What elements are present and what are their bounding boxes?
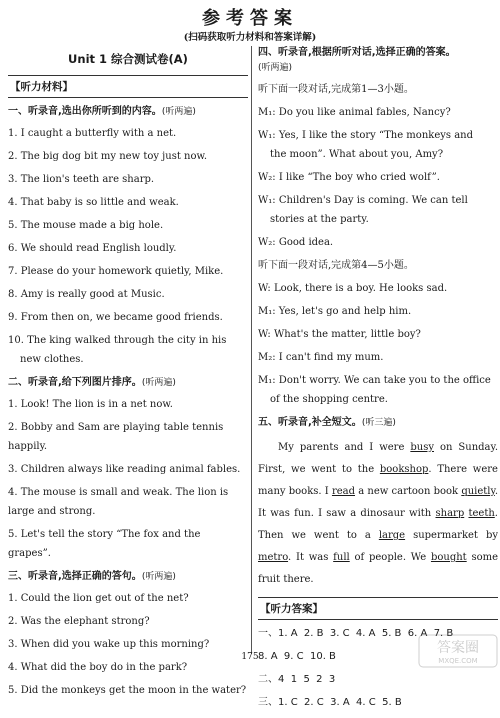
dialogue-intro: 听下面一段对话,完成第1—3小题。 [258,84,414,95]
list-item: 1. I caught a butterfly with a net. [8,128,177,139]
left-column [8,45,248,706]
list-item: 2. Bobby and Sam are playing table tennis [8,422,224,433]
filled-blank: busy [410,442,434,453]
section-3-heading: 三、听录音,选择正确的答句。(听两遍) [8,571,176,582]
dialogue-line: W: What's the matter, little boy? [258,329,421,340]
dialogue-line-continuation: stories at the party. [270,214,369,225]
list-item: 7. Please do your homework quietly, Mike. [8,266,224,277]
list-item: 4. That baby is so little and weak. [8,197,179,208]
page-title: 参考答案 [202,8,298,29]
watermark-url: MXQE.COM [438,657,478,665]
filled-blank: teeth [468,508,495,519]
answer-line: 8. A 9. C 10. B [258,651,336,662]
dialogue-line-continuation: the moon”. What about you, Amy? [270,149,444,160]
listening-answers-banner: 【听力答案】 [258,597,498,620]
list-item: 4. What did the boy do in the park? [8,662,188,673]
list-item-continuation: happily. [8,441,48,452]
list-item: 1. Look! The lion is in a net now. [8,399,173,410]
list-item: 4. The mouse is small and weak. The lion is [8,487,229,498]
list-item: 10. The king walked through the city in his [8,335,227,346]
dialogue-line: W₁: Children's Day is coming. We can tell [258,195,468,206]
listening-material-banner: 【听力材料】 [8,75,248,98]
filled-blank: read [331,486,356,497]
unit-title: Unit 1 综合测试卷(A) [68,52,188,66]
list-item-continuation: new clothes. [20,354,84,365]
list-item: 3. The lion's teeth are sharp. [8,174,155,185]
dialogue-line: M₂: I can't find my mum. [258,352,384,363]
list-item-continuation: grapes”. [8,548,51,559]
list-item: 8. Amy is really good at Music. [8,289,165,300]
list-item: 9. From then on, we became good friends. [8,312,223,323]
page-subtitle: (扫码获取听力材料和答案详解) [183,32,317,43]
dialogue-line: M₁: Yes, let's go and help him. [258,306,412,317]
page-number: 175 [241,652,259,662]
filled-blank: bought [430,552,467,563]
dialogue-intro: 听下面一段对话,完成第4—5小题。 [258,260,414,271]
section-4-heading: 四、听录音,根据所听对话,选择正确的答案。 (听两遍) [258,47,456,73]
section-2-heading: 二、听录音,给下列图片排序。(听两遍) [8,377,176,388]
right-column [258,45,498,718]
dialogue-line: W₂: I like “The boy who cried wolf”. [258,172,440,183]
dialogue-line-continuation: of the shopping centre. [270,394,388,405]
answer-line: 一、1. A 2. B 3. C 4. A 5. B 6. A 7. B [258,628,454,639]
dialogue-line: W: Look, there is a boy. He looks sad. [258,283,448,294]
answer-line: 三、1. C 2. C 3. A 4. C 5. B [258,697,402,708]
list-item: 1. Could the lion get out of the net? [8,593,189,604]
dialogue-line: M₁: Don't worry. We can take you to the office [258,375,491,386]
list-item: 2. The big dog bit my new toy just now. [8,151,208,162]
filled-blank: metro [258,552,289,563]
filled-blank: full [333,552,350,563]
fill-in-passage: My parents and I were busy on Sunday. First, we went to the bookshop. There were many books. I read a new cartoon book quietly. It was fun. I saw a dinosaur with sharp teeth. Then we went to a large supermarket by metro. It was full of people. We bought some fruit there. [258,442,499,585]
list-item: 5. Did the monkeys get the moon in the water? [8,685,247,696]
dialogue-line: M₁: Do you like animal fables, Nancy? [258,107,451,118]
section-5-heading: 五、听录音,补全短文。(听三遍) [258,417,396,428]
answer-line: 二、4 1 5 2 3 [258,674,336,685]
filled-blank: large [378,530,406,541]
watermark-logo [418,634,498,668]
list-item: 5. Let's tell the story “The fox and the [8,529,201,540]
section-1-heading: 一、听录音,选出你所听到的内容。(听两遍) [8,106,196,117]
filled-blank: quietly [461,486,495,497]
list-item-continuation: large and strong. [8,506,96,517]
list-item: 6. We should read English loudly. [8,243,177,254]
list-item: 3. Children always like reading animal fables. [8,464,241,475]
dialogue-line: W₁: Yes, I like the story “The monkeys and [258,130,473,141]
filled-blank: bookshop [379,464,429,475]
dialogue-line: W₂: Good idea. [258,237,334,248]
list-item: 3. When did you wake up this morning? [8,639,210,650]
list-item: 2. Was the elephant strong? [8,616,150,627]
column-divider [251,46,252,654]
list-item: 5. The mouse made a big hole. [8,220,164,231]
filled-blank: sharp [435,508,465,519]
watermark-text: 答案圈 [437,640,479,656]
